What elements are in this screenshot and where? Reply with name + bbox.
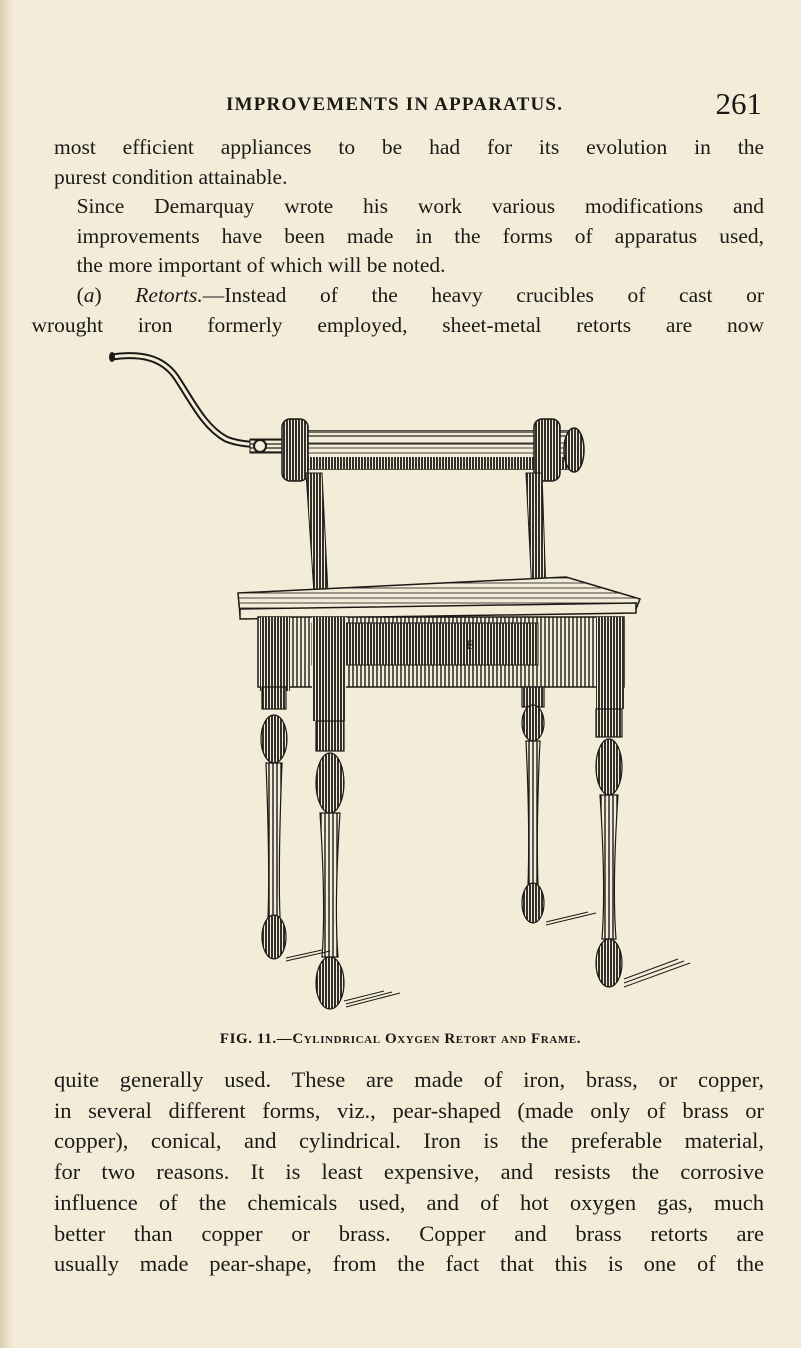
table-legs xyxy=(261,687,622,1009)
paragraph-2 xyxy=(54,192,764,281)
table-apron xyxy=(258,617,624,721)
figure-label: FIG. 11. xyxy=(219,1031,277,1047)
text-line: better than copper or brass. Copper and brass retorts are xyxy=(54,1220,764,1246)
text-line: most efficient appliances to be had for its evolution in the xyxy=(54,135,764,159)
bottom-text-block xyxy=(54,1065,764,1280)
page-number: 261 xyxy=(715,86,762,121)
section-heading: Retorts. xyxy=(135,282,203,307)
figure-caption xyxy=(0,1031,801,1048)
delivery-tube xyxy=(109,352,278,445)
figure-mark: B xyxy=(466,637,475,652)
running-head xyxy=(56,86,762,126)
text-line: the more important of which will be noted. xyxy=(76,253,446,278)
text-line: Since Demarquay wrote his work various modifications and xyxy=(76,194,764,219)
running-title: IMPROVEMENTS IN APPARATUS. xyxy=(226,94,564,115)
paragraph-3 xyxy=(31,281,764,340)
cylindrical-retort xyxy=(282,419,584,481)
text-line: usually made pear-shape, from the fact that this is one of the xyxy=(54,1251,764,1277)
table-top xyxy=(238,577,640,619)
text-line: for two reasons. It is least expensive, and resists the corrosive xyxy=(54,1159,764,1185)
top-text-block xyxy=(31,133,764,340)
list-letter: a xyxy=(83,282,95,307)
text-fragment: —Instead of the heavy crucibles of cast or xyxy=(202,282,764,307)
page-edge-shadow xyxy=(0,0,14,1348)
leg-back-left xyxy=(261,687,287,959)
retort-supports xyxy=(306,473,546,593)
leg-front-right xyxy=(596,709,622,987)
tube-coupling xyxy=(250,439,286,453)
text-line: influence of the chemicals used, and of hot oxygen gas, much xyxy=(54,1189,764,1215)
text-line: wrought iron formerly employed, sheet-metal retorts are now xyxy=(31,312,764,337)
floor-shadows xyxy=(286,912,690,1007)
leg-back-right xyxy=(522,687,544,923)
leg-front-left xyxy=(316,721,344,1009)
text-line: improvements have been made in the forms of apparatus used, xyxy=(76,223,764,248)
figure-title: —Cylindrical Oxygen Retort and Frame. xyxy=(276,1031,582,1047)
text-line: purest condition attainable. xyxy=(54,164,288,189)
retort-frame-illustration xyxy=(100,347,720,1019)
paren-open: ( xyxy=(76,282,84,307)
paren-close: ) xyxy=(94,282,136,307)
paragraph-1 xyxy=(54,133,764,192)
text-line: quite generally used. These are made of iron, brass, or copper, xyxy=(54,1067,764,1092)
text-line: copper), conical, and cylindrical. Iron is the preferable material, xyxy=(54,1128,764,1154)
text-line xyxy=(54,281,764,311)
text-line: in several different forms, viz., pear-shaped (made only of brass or xyxy=(54,1097,764,1123)
